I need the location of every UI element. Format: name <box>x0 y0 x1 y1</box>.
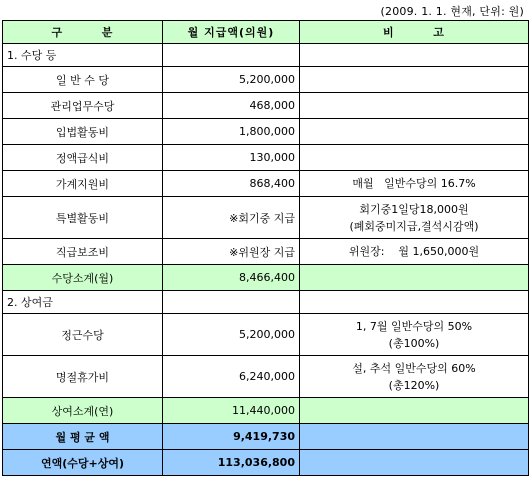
row-label: 직급보조비 <box>3 239 163 265</box>
row-amount: 468,000 <box>163 93 300 119</box>
row-amount: 5,200,000 <box>163 314 300 356</box>
row-memo <box>300 197 529 239</box>
table-row <box>3 197 529 239</box>
row-memo-line: (총120%) <box>388 378 440 392</box>
table-row <box>3 314 529 356</box>
row-memo <box>300 67 529 93</box>
subtotal-row <box>3 398 529 424</box>
total-label: 월 평 균 액 <box>3 424 163 450</box>
row-memo: 매월 일반수당의 16.7% <box>300 171 529 197</box>
row-amount: 5,200,000 <box>163 67 300 93</box>
subtotal-label: 수당소계(월) <box>3 265 163 291</box>
subtotal-amount: 11,440,000 <box>163 398 300 424</box>
row-memo-line: 회기중1일당18,000원 <box>359 202 469 216</box>
subtotal-amount: 8,466,400 <box>163 265 300 291</box>
row-label: 명절휴가비 <box>3 356 163 398</box>
section-row <box>3 44 529 67</box>
section-row <box>3 291 529 314</box>
total-row-monthly <box>3 424 529 450</box>
row-memo-line: 설, 추석 일반수당의 60% <box>352 361 476 375</box>
table-row <box>3 93 529 119</box>
row-memo <box>300 145 529 171</box>
row-label: 정근수당 <box>3 314 163 356</box>
total-amount: 9,419,730 <box>163 424 300 450</box>
row-memo <box>300 119 529 145</box>
row-memo <box>300 93 529 119</box>
row-memo-line: (총100%) <box>388 336 440 350</box>
row-label: 정액급식비 <box>3 145 163 171</box>
table-row <box>3 119 529 145</box>
subtotal-label: 상여소계(연) <box>3 398 163 424</box>
total-amount: 113,036,800 <box>163 450 300 476</box>
unit-note: (2009. 1. 1. 현재, 단위: 원) <box>380 5 524 18</box>
row-amount: 1,800,000 <box>163 119 300 145</box>
subtotal-row <box>3 265 529 291</box>
row-amount: 868,400 <box>163 171 300 197</box>
row-label: 특별활동비 <box>3 197 163 239</box>
total-row-annual <box>3 450 529 476</box>
row-label: 관리업무수당 <box>3 93 163 119</box>
row-memo-line: (폐회중미지급,결석시감액) <box>349 219 479 233</box>
row-label: 가계지원비 <box>3 171 163 197</box>
table-row <box>3 356 529 398</box>
row-amount: ※회기중 지급 <box>163 197 300 239</box>
row-memo <box>300 314 529 356</box>
row-memo <box>300 356 529 398</box>
header-monthly-amount: 월 지급액(의원) <box>163 21 300 44</box>
section-title: 1. 수당 등 <box>3 44 163 67</box>
row-label: 일 반 수 당 <box>3 67 163 93</box>
header-row <box>3 21 529 44</box>
table-row <box>3 145 529 171</box>
row-memo: 위원장: 월 1,650,000원 <box>300 239 529 265</box>
row-memo-line: 1, 7월 일반수당의 50% <box>355 319 473 333</box>
header-category: 구 분 <box>3 21 163 44</box>
row-label: 입법활동비 <box>3 119 163 145</box>
total-label: 연액(수당+상여) <box>3 450 163 476</box>
allowance-table <box>2 20 529 476</box>
section-title: 2. 상여금 <box>3 291 163 314</box>
table-row <box>3 171 529 197</box>
row-amount: 6,240,000 <box>163 356 300 398</box>
table-row <box>3 67 529 93</box>
row-amount: 130,000 <box>163 145 300 171</box>
header-remarks: 비 고 <box>300 21 529 44</box>
table-row <box>3 239 529 265</box>
row-amount: ※위원장 지급 <box>163 239 300 265</box>
